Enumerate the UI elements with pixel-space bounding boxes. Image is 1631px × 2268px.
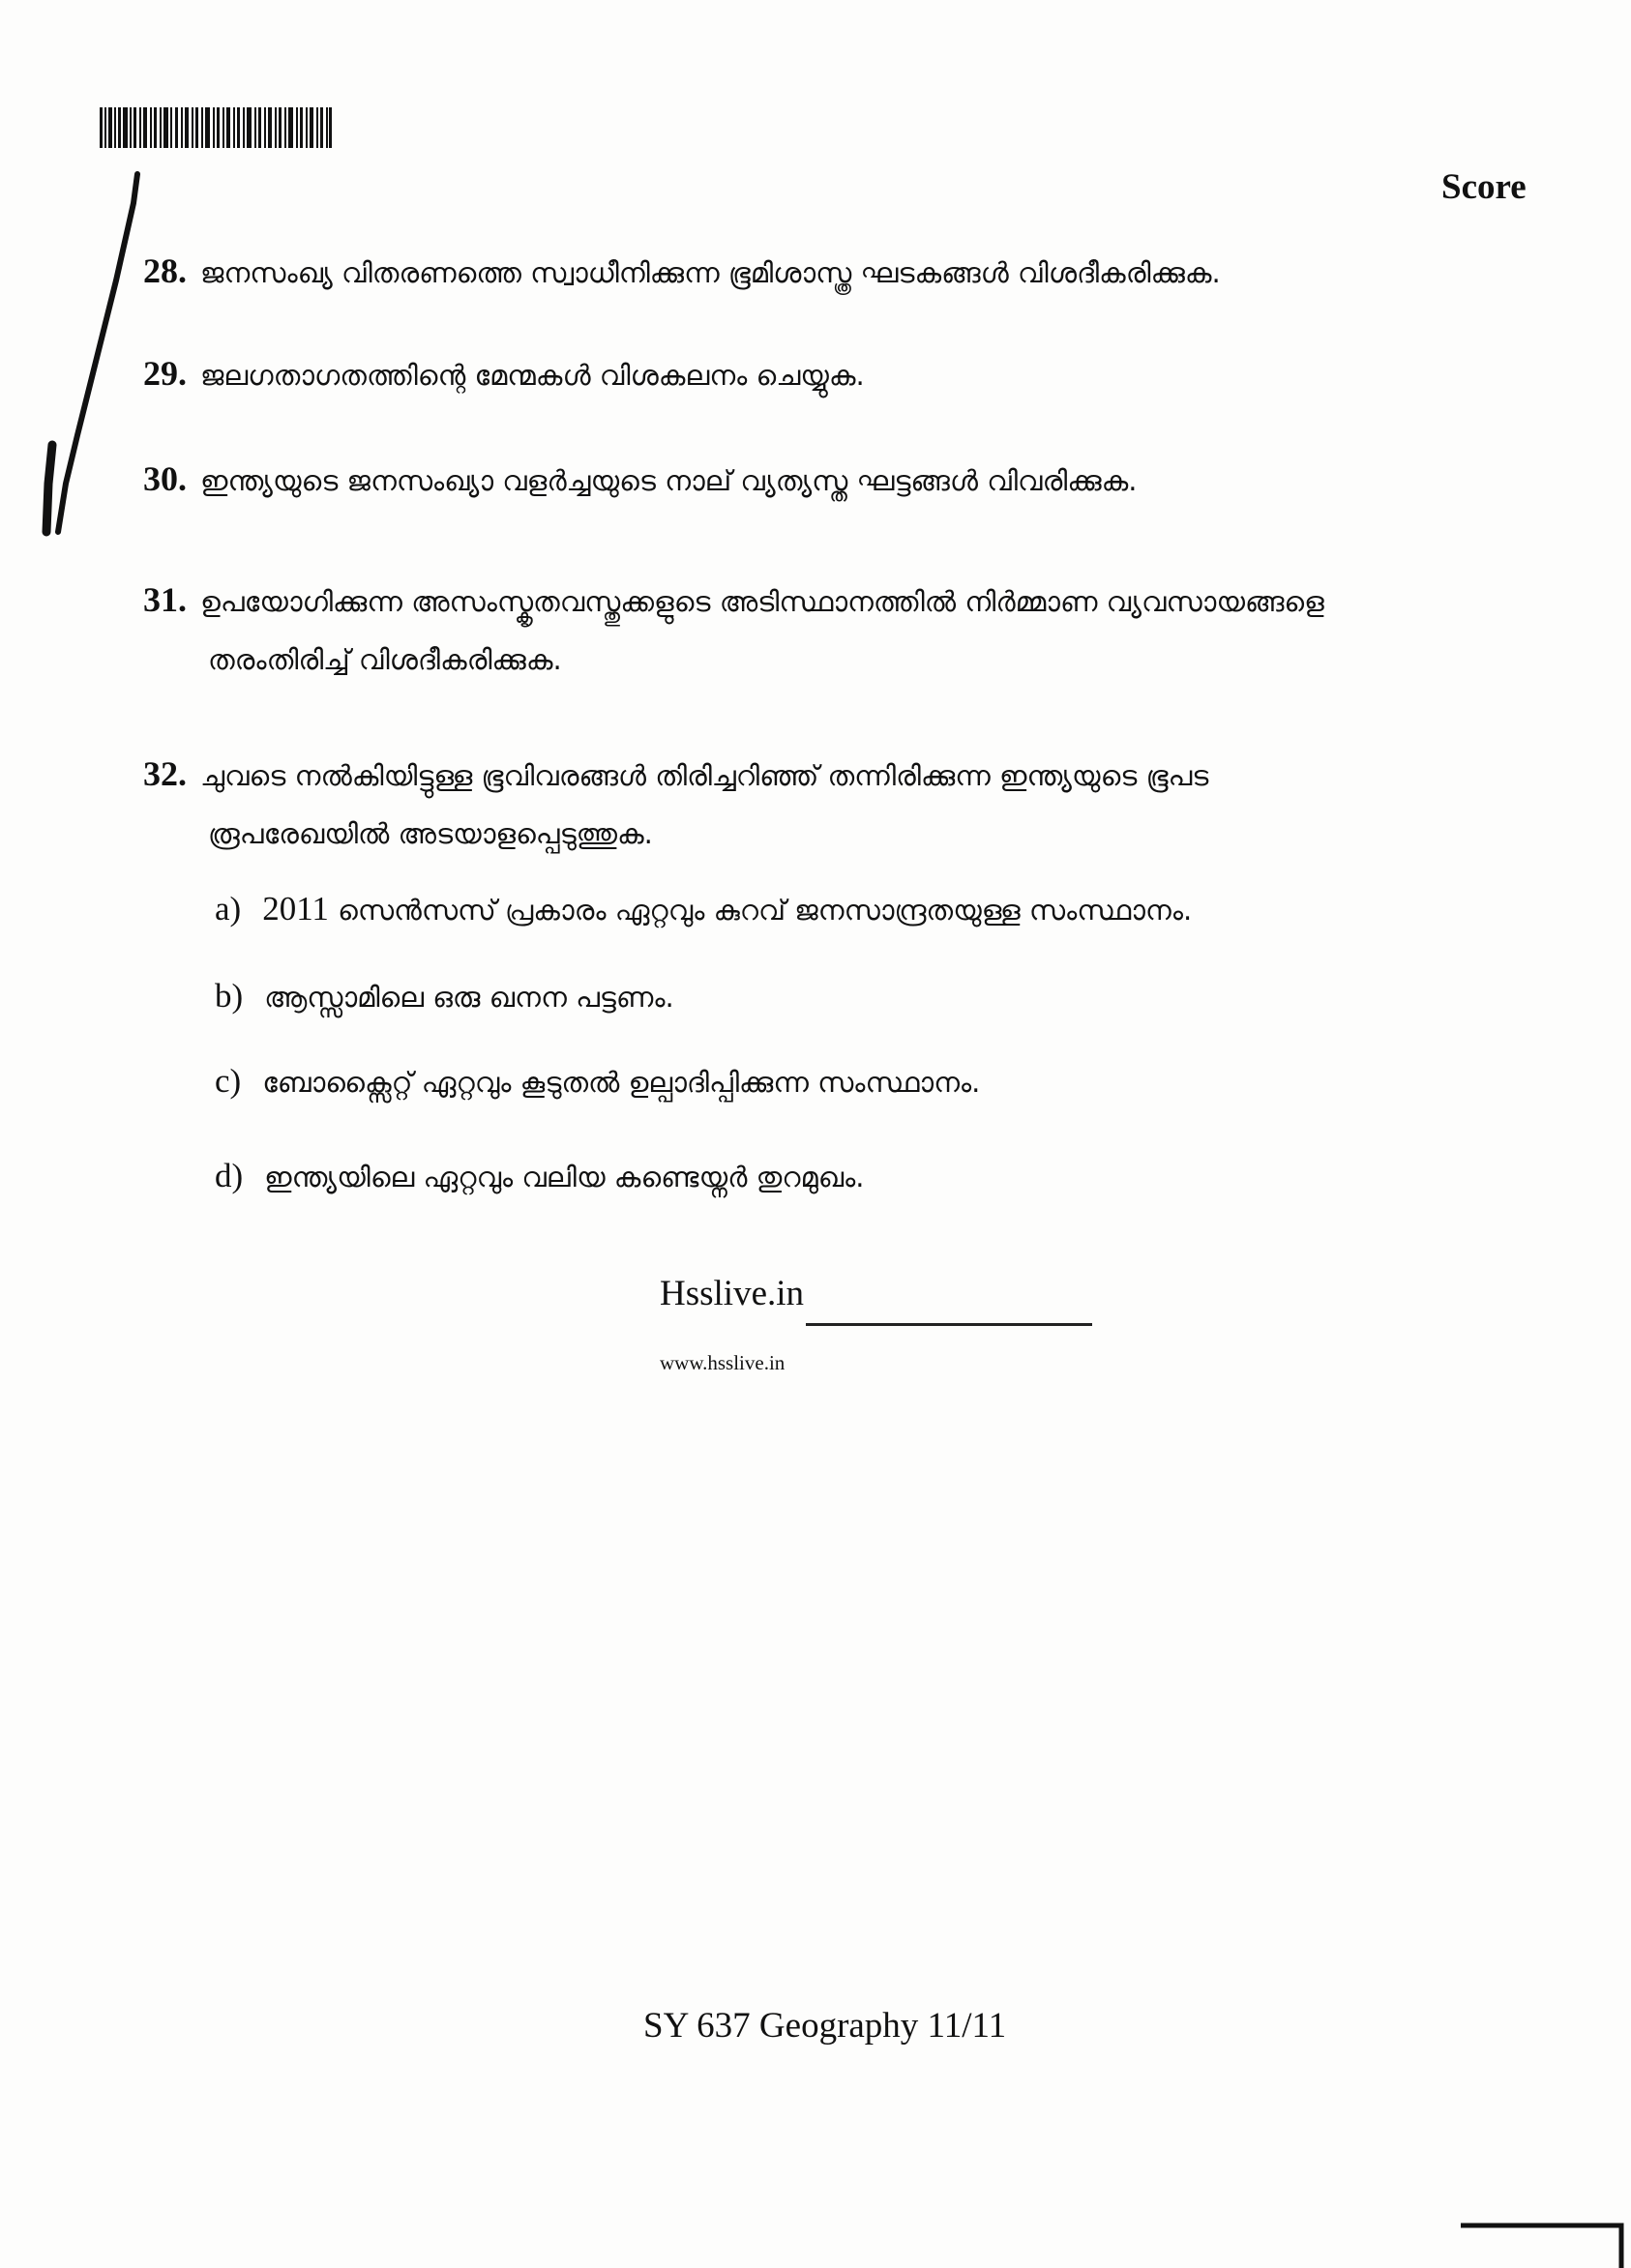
subpart-c bbox=[215, 1062, 980, 1101]
question-28 bbox=[143, 242, 1527, 302]
question-29 bbox=[143, 344, 1527, 404]
question-31 bbox=[143, 571, 1527, 689]
subpart-a bbox=[215, 890, 1192, 928]
question-number: 28. bbox=[143, 251, 187, 290]
question-text: ജലഗതാഗതത്തിന്റെ മേന്മകൾ വിശകലനം ചെയ്യുക. bbox=[200, 359, 865, 392]
barcode bbox=[100, 107, 332, 148]
question-number: 32. bbox=[143, 754, 187, 793]
corner-box-mark bbox=[1461, 2223, 1631, 2268]
subpart-label: c) bbox=[215, 1062, 242, 1100]
watermark-url: www.hsslive.in bbox=[660, 1351, 786, 1374]
subpart-b bbox=[215, 977, 674, 1016]
subpart-text: ഇന്ത്യയിലെ ഏറ്റവും വലിയ കണ്ടെയ്നർ തുറമുഖം. bbox=[264, 1161, 865, 1193]
score-header: Score bbox=[1441, 167, 1527, 207]
question-text: ചുവടെ നൽകിയിട്ടുള്ള ഭൂവിവരങ്ങൾ തിരിച്ചറിഞ്ഞ് തന്നിരിക്കുന്ന ഇന്ത്യയുടെ ഭൂപട bbox=[200, 759, 1209, 792]
question-text: ഇന്ത്യയുടെ ജനസംഖ്യാ വളർച്ചയുടെ നാല് വ്യത്യസ്ത ഘട്ടങ്ങൾ വിവരിക്കുക. bbox=[200, 464, 1138, 497]
question-text-continued: രൂപരേഖയിൽ അടയാളപ്പെടുത്തുക. bbox=[208, 817, 653, 850]
subpart-label: a) bbox=[215, 890, 242, 928]
question-number: 29. bbox=[143, 354, 187, 393]
divider-line bbox=[806, 1323, 1092, 1326]
subpart-text: ആസ്സാമിലെ ഒരു ഖനന പട്ടണം. bbox=[264, 981, 674, 1014]
question-number: 30. bbox=[143, 459, 187, 498]
page-footer-code: SY 637 Geography 11/11 bbox=[643, 2006, 1007, 2046]
question-32 bbox=[143, 745, 1527, 863]
watermark-logo: Hsslive.in bbox=[660, 1274, 805, 1313]
question-number: 31. bbox=[143, 580, 187, 619]
question-30 bbox=[143, 450, 1527, 510]
subpart-label: b) bbox=[215, 977, 244, 1015]
subpart-text: സെൻസസ് പ്രകാരം ഏറ്റവും കുറവ് ജനസാന്ദ്രതയുള്ള സംസ്ഥാനം. bbox=[328, 894, 1193, 927]
subpart-label: d) bbox=[215, 1157, 244, 1194]
question-text-continued: തരംതിരിച്ച് വിശദീകരിക്കുക. bbox=[208, 643, 562, 676]
question-text: ജനസംഖ്യ വിതരണത്തെ സ്വാധീനിക്കുന്ന ഭൂമിശാസ്ത്ര ഘടകങ്ങൾ വിശദീകരിക്കുക. bbox=[200, 256, 1221, 289]
subpart-text: ബോക്സൈറ്റ് ഏറ്റവും കൂടുതൽ ഉല്പാദിപ്പിക്കുന്ന സംസ്ഥാനം. bbox=[262, 1066, 981, 1099]
subpart-year: 2011 bbox=[262, 890, 329, 928]
subpart-d bbox=[215, 1157, 864, 1195]
question-text: ഉപയോഗിക്കുന്ന അസംസ്കൃതവസ്തുക്കളുടെ അടിസ്ഥാനത്തിൽ നിർമ്മാണ വ്യവസായങ്ങളെ bbox=[200, 585, 1324, 618]
